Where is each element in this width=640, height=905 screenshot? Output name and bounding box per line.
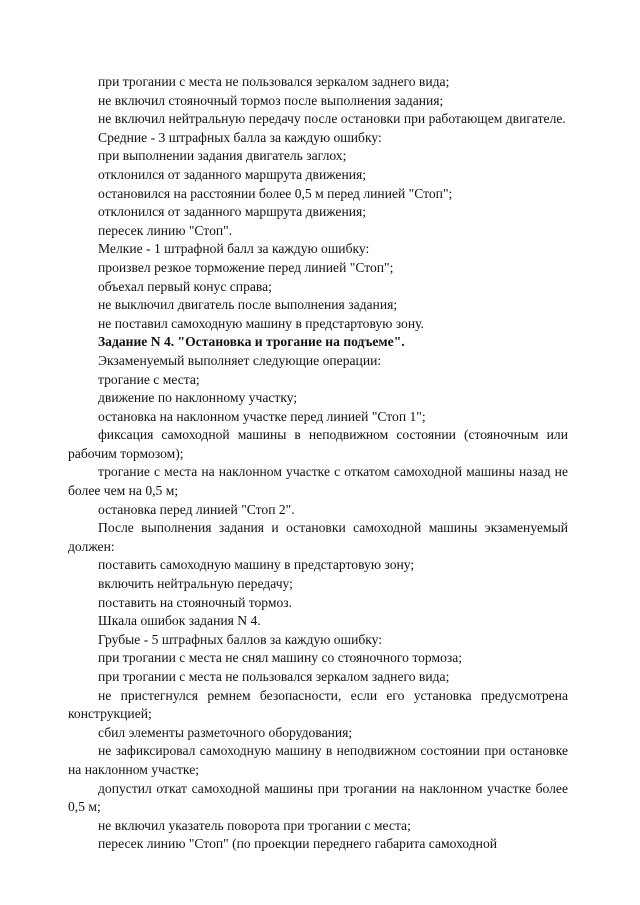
- paragraph: объехал первый конус справа;: [98, 278, 272, 294]
- paragraph: произвел резкое торможение перед линией "Стоп";: [98, 259, 394, 275]
- paragraph: Мелкие - 1 штрафной балл за каждую ошибку:: [98, 241, 370, 257]
- paragraph: допустил откат самоходной машины при трогании на наклонном участке более 0,5 м;: [68, 780, 568, 815]
- paragraph: не включил нейтральную передачу после остановки при работающем двигателе.: [98, 111, 566, 127]
- paragraph: отклонился от заданного маршрута движения;: [98, 204, 367, 220]
- paragraph: при выполнении задания двигатель заглох;: [98, 148, 347, 164]
- paragraph: Средние - 3 штрафных балла за каждую ошибку:: [98, 129, 382, 145]
- paragraph: После выполнения задания и остановки самоходной машины экзаменуемый должен:: [68, 520, 568, 554]
- paragraph: не пристегнулся ремнем безопасности, если его установка предусмотрена конструкцией;: [68, 687, 568, 722]
- paragraph: отклонился от заданного маршрута движения;: [98, 166, 367, 182]
- paragraph: включить нейтральную передачу;: [98, 576, 293, 592]
- paragraph: Шкала ошибок задания N 4.: [98, 613, 261, 629]
- paragraph: не включил указатель поворота при трогании с места;: [98, 817, 411, 833]
- paragraph: не поставил самоходную машину в предстартовую зону.: [98, 315, 424, 331]
- paragraph: фиксация самоходной машины в неподвижном состоянии (стояночным или рабочим тормозом);: [68, 427, 568, 461]
- paragraph: трогание с места на наклонном участке с откатом самоходной машины назад не более чем на 0,5 м;: [68, 464, 568, 499]
- paragraph: поставить самоходную машину в предстартовую зону;: [98, 557, 415, 573]
- document-body: [68, 73, 568, 854]
- paragraph: не включил стояночный тормоз после выполнения задания;: [98, 92, 444, 108]
- paragraph: поставить на стояночный тормоз.: [98, 594, 293, 610]
- paragraph: остановка на наклонном участке перед линией "Стоп 1";: [98, 408, 426, 424]
- paragraph: остановка перед линией "Стоп 2".: [98, 501, 295, 517]
- paragraph: при трогании с места не пользовался зеркалом заднего вида;: [98, 74, 450, 89]
- paragraph: Грубые - 5 штрафных баллов за каждую ошибку:: [98, 631, 383, 647]
- paragraph: не выключил двигатель после выполнения задания;: [98, 297, 398, 313]
- paragraph: сбил элементы разметочного оборудования;: [98, 724, 353, 740]
- paragraph: при трогании с места не снял машину со стояночного тормоза;: [98, 650, 463, 666]
- paragraph: пересек линию "Стоп".: [98, 222, 233, 238]
- paragraph: не зафиксировал самоходную машину в неподвижном состоянии при остановке на наклонном участке;: [68, 743, 568, 777]
- section-heading: Задание N 4. "Остановка и трогание на подъеме".: [98, 334, 405, 350]
- paragraph: при трогании с места не пользовался зеркалом заднего вида;: [98, 669, 450, 684]
- paragraph: Экзаменуемый выполняет следующие операции:: [98, 352, 382, 368]
- paragraph: движение по наклонному участку;: [98, 390, 298, 406]
- paragraph: пересек линию "Стоп" (по проекции переднего габарита самоходной: [98, 836, 498, 852]
- paragraph: остановился на расстоянии более 0,5 м перед линией "Стоп";: [98, 185, 453, 201]
- paragraph: трогание с места;: [98, 371, 200, 387]
